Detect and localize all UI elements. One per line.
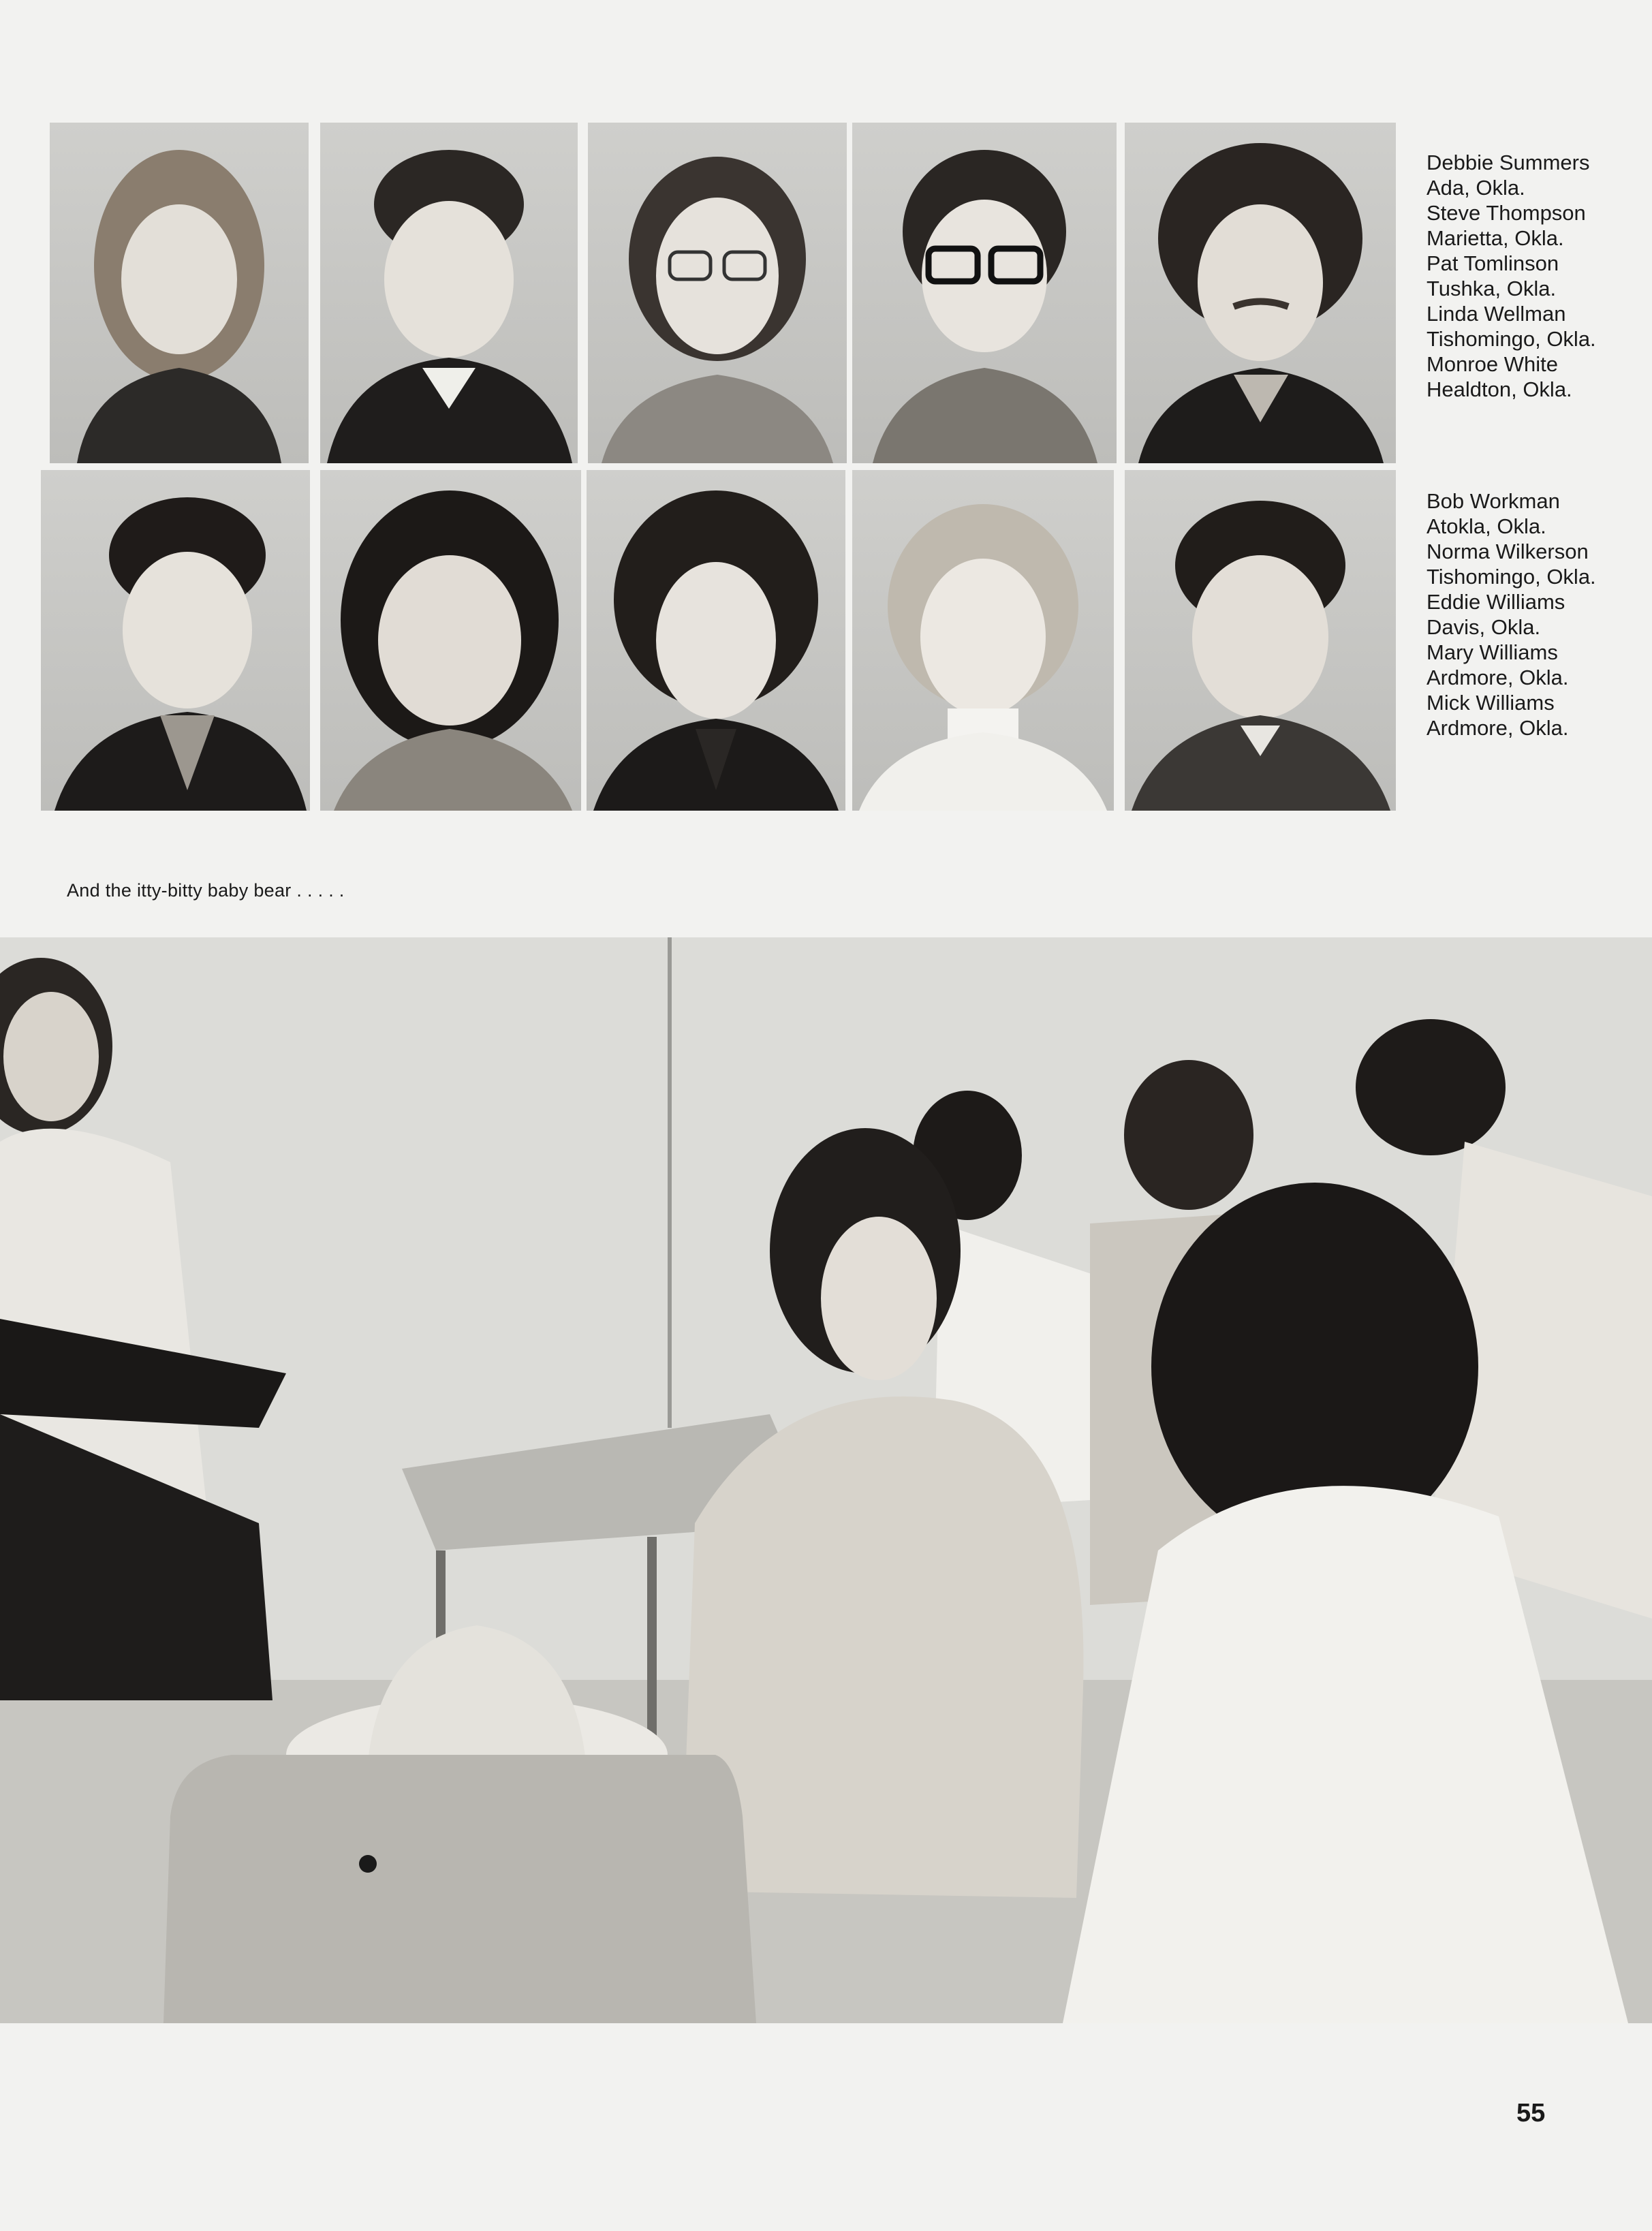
portrait-photo xyxy=(320,470,581,811)
caption-hometown: Tishomingo, Okla. xyxy=(1427,565,1596,589)
portrait-photo xyxy=(41,470,310,811)
portrait-silhouette xyxy=(1125,123,1396,463)
portrait-silhouette xyxy=(588,123,847,463)
caption-name: Debbie Summers xyxy=(1427,151,1590,174)
caption-hometown: Tishomingo, Okla. xyxy=(1427,327,1596,351)
caption-name: Steve Thompson xyxy=(1427,201,1586,225)
caption-name: Mick Williams xyxy=(1427,691,1555,715)
caption-name: Linda Wellman xyxy=(1427,302,1566,326)
caption-hometown: Atokla, Okla. xyxy=(1427,514,1546,538)
portrait-silhouette xyxy=(852,470,1114,811)
portrait-row-2 xyxy=(41,470,1397,811)
portrait-photo xyxy=(852,123,1117,463)
portrait-photo xyxy=(587,470,845,811)
caption-hometown: Ardmore, Okla. xyxy=(1427,666,1569,689)
classroom-scene xyxy=(0,937,1652,2023)
portrait-silhouette xyxy=(587,470,845,811)
caption-hometown: Ada, Okla. xyxy=(1427,176,1525,200)
caption-name: Eddie Williams xyxy=(1427,590,1565,614)
classroom-group-photo xyxy=(0,937,1652,2023)
photo-caption: And the itty-bitty baby bear . . . . . xyxy=(67,880,345,901)
portrait-silhouette xyxy=(1125,470,1396,811)
portrait-photo xyxy=(588,123,847,463)
caption-hometown: Healdton, Okla. xyxy=(1427,377,1572,401)
portrait-photo xyxy=(1125,470,1396,811)
portrait-row-1 xyxy=(41,123,1397,463)
page-number: 55 xyxy=(1516,2099,1546,2127)
caption-name: Bob Workman xyxy=(1427,489,1560,513)
portrait-silhouette xyxy=(320,470,581,811)
portrait-photo xyxy=(1125,123,1396,463)
caption-hometown: Davis, Okla. xyxy=(1427,615,1541,639)
caption-hometown: Ardmore, Okla. xyxy=(1427,716,1569,740)
caption-name: Mary Williams xyxy=(1427,640,1558,664)
portrait-photo xyxy=(320,123,578,463)
portrait-photo xyxy=(50,123,309,463)
caption-name: Norma Wilkerson xyxy=(1427,540,1589,563)
portrait-silhouette xyxy=(320,123,578,463)
caption-block-row-2 xyxy=(1427,488,1596,740)
portrait-photo xyxy=(852,470,1114,811)
portrait-silhouette xyxy=(50,123,309,463)
caption-hometown: Tushka, Okla. xyxy=(1427,277,1557,300)
caption-block-row-1 xyxy=(1427,150,1596,402)
portrait-silhouette xyxy=(41,470,310,811)
portrait-silhouette xyxy=(852,123,1117,463)
caption-hometown: Marietta, Okla. xyxy=(1427,226,1564,250)
caption-name: Pat Tomlinson xyxy=(1427,251,1559,275)
caption-name: Monroe White xyxy=(1427,352,1558,376)
